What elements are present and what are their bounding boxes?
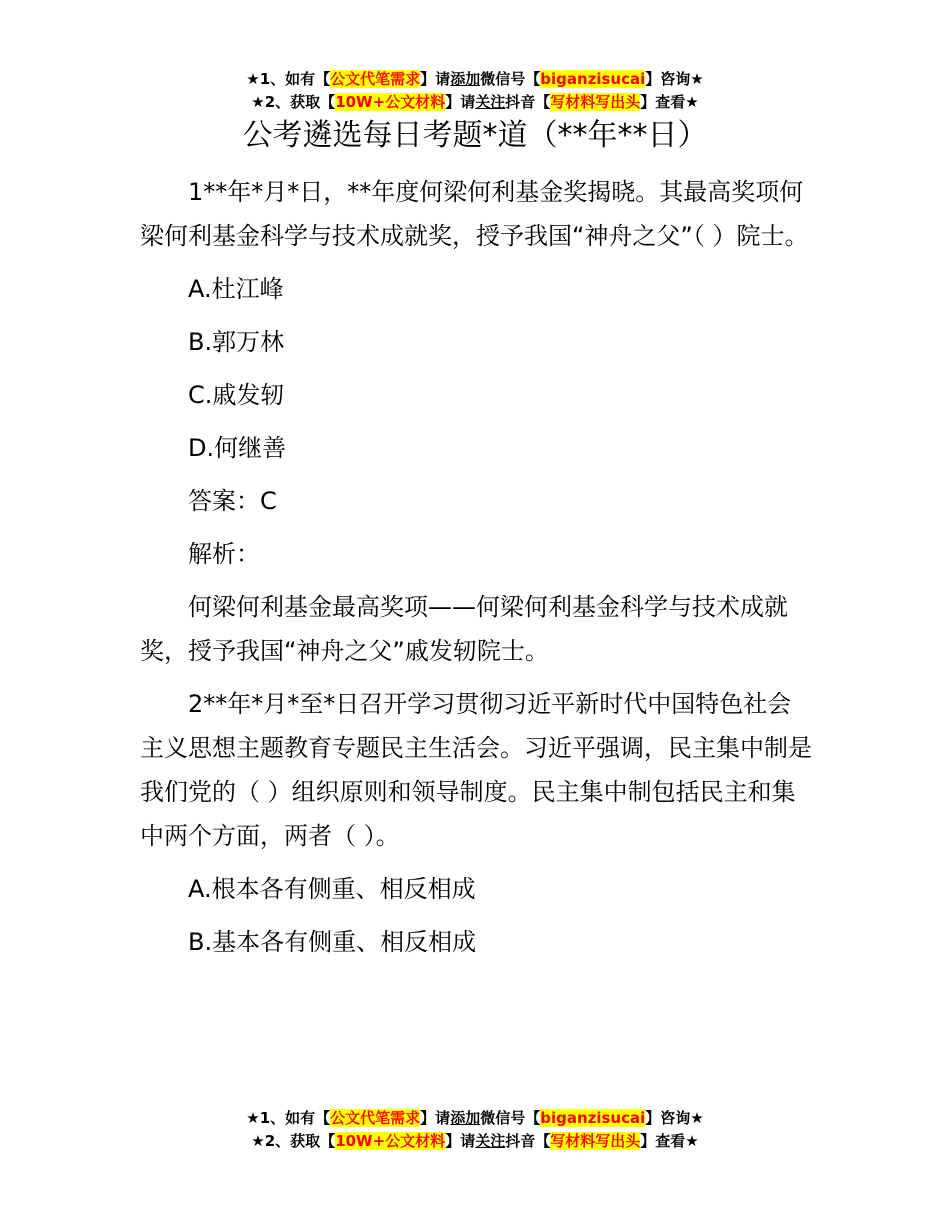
promo-line-1: [0, 1107, 950, 1130]
promo-text: 】请: [420, 70, 451, 88]
promo-text: ★2、获取【: [251, 93, 336, 111]
promo-text: 微信号【: [480, 1109, 541, 1127]
question-1-option-b: B.郭万林: [188, 328, 285, 356]
promo-highlight: 10W+公文材料: [335, 1132, 446, 1150]
page-title: 公考遴选每日考题*道（**年**日）: [242, 118, 708, 153]
promo-highlight: 写材料写出头: [550, 93, 641, 111]
promo-line-2: [0, 91, 950, 114]
promo-line-2: [0, 1130, 950, 1153]
question-2-stem: 2**年*月*至*日召开学习贯彻习近平新时代中国特色社会主义思想主题教育专题民主生活会。习近平强调，民主集中制是我们党的（ ）组织原则和领导制度。民主集中制包括民主和集中两个方面，两者（ ）。: [140, 690, 812, 850]
question-1-option-d: D.何继善: [188, 434, 287, 462]
footer-promo-banner: [0, 1107, 950, 1153]
promo-highlight: biganzisucai: [540, 1109, 646, 1127]
promo-text: ★1、如有【: [246, 1109, 331, 1127]
promo-text: 】请: [445, 1132, 476, 1150]
promo-line-1: [0, 68, 950, 91]
promo-underlined: 关注: [475, 93, 506, 111]
promo-underlined: 关注: [475, 1132, 506, 1150]
header-promo-banner: [0, 68, 950, 114]
promo-text: 】咨询★: [645, 70, 704, 88]
promo-text: 】请: [445, 93, 476, 111]
question-2-option-a: A.根本各有侧重、相反相成: [188, 875, 476, 903]
promo-highlight: 公文代笔需求: [330, 1109, 421, 1127]
promo-text: 】请: [420, 1109, 451, 1127]
question-1-analysis-label: 解析：: [188, 540, 260, 568]
promo-underlined: 添加: [450, 70, 481, 88]
promo-underlined: 添加: [450, 1109, 481, 1127]
question-1-analysis: 何梁何利基金最高奖项——何梁何利基金科学与技术成就奖，授予我国“神舟之父”戚发轫院士。: [140, 593, 788, 665]
promo-text: 】咨询★: [645, 1109, 704, 1127]
promo-highlight: 10W+公文材料: [335, 93, 446, 111]
promo-text: 】查看★: [640, 1132, 699, 1150]
promo-highlight: 公文代笔需求: [330, 70, 421, 88]
promo-highlight: 写材料写出头: [550, 1132, 641, 1150]
document-body: [140, 170, 812, 973]
promo-text: ★1、如有【: [246, 70, 331, 88]
promo-text: 微信号【: [480, 70, 541, 88]
question-2-option-b: B.基本各有侧重、相反相成: [188, 928, 477, 956]
promo-text: ★2、获取【: [251, 1132, 336, 1150]
question-1-stem: 1**年*月*日，**年度何梁何利基金奖揭晓。其最高奖项何梁何利基金科学与技术成就奖，授予我国“神舟之父”（ ）院士。: [140, 178, 809, 250]
promo-highlight: biganzisucai: [540, 70, 646, 88]
promo-text: 抖音【: [505, 1132, 551, 1150]
promo-text: 】查看★: [640, 93, 699, 111]
promo-text: 抖音【: [505, 93, 551, 111]
question-1-answer: 答案：C: [188, 487, 277, 515]
question-1-option-a: A.杜江峰: [188, 275, 284, 303]
question-1-option-c: C.戚发轫: [188, 381, 285, 409]
